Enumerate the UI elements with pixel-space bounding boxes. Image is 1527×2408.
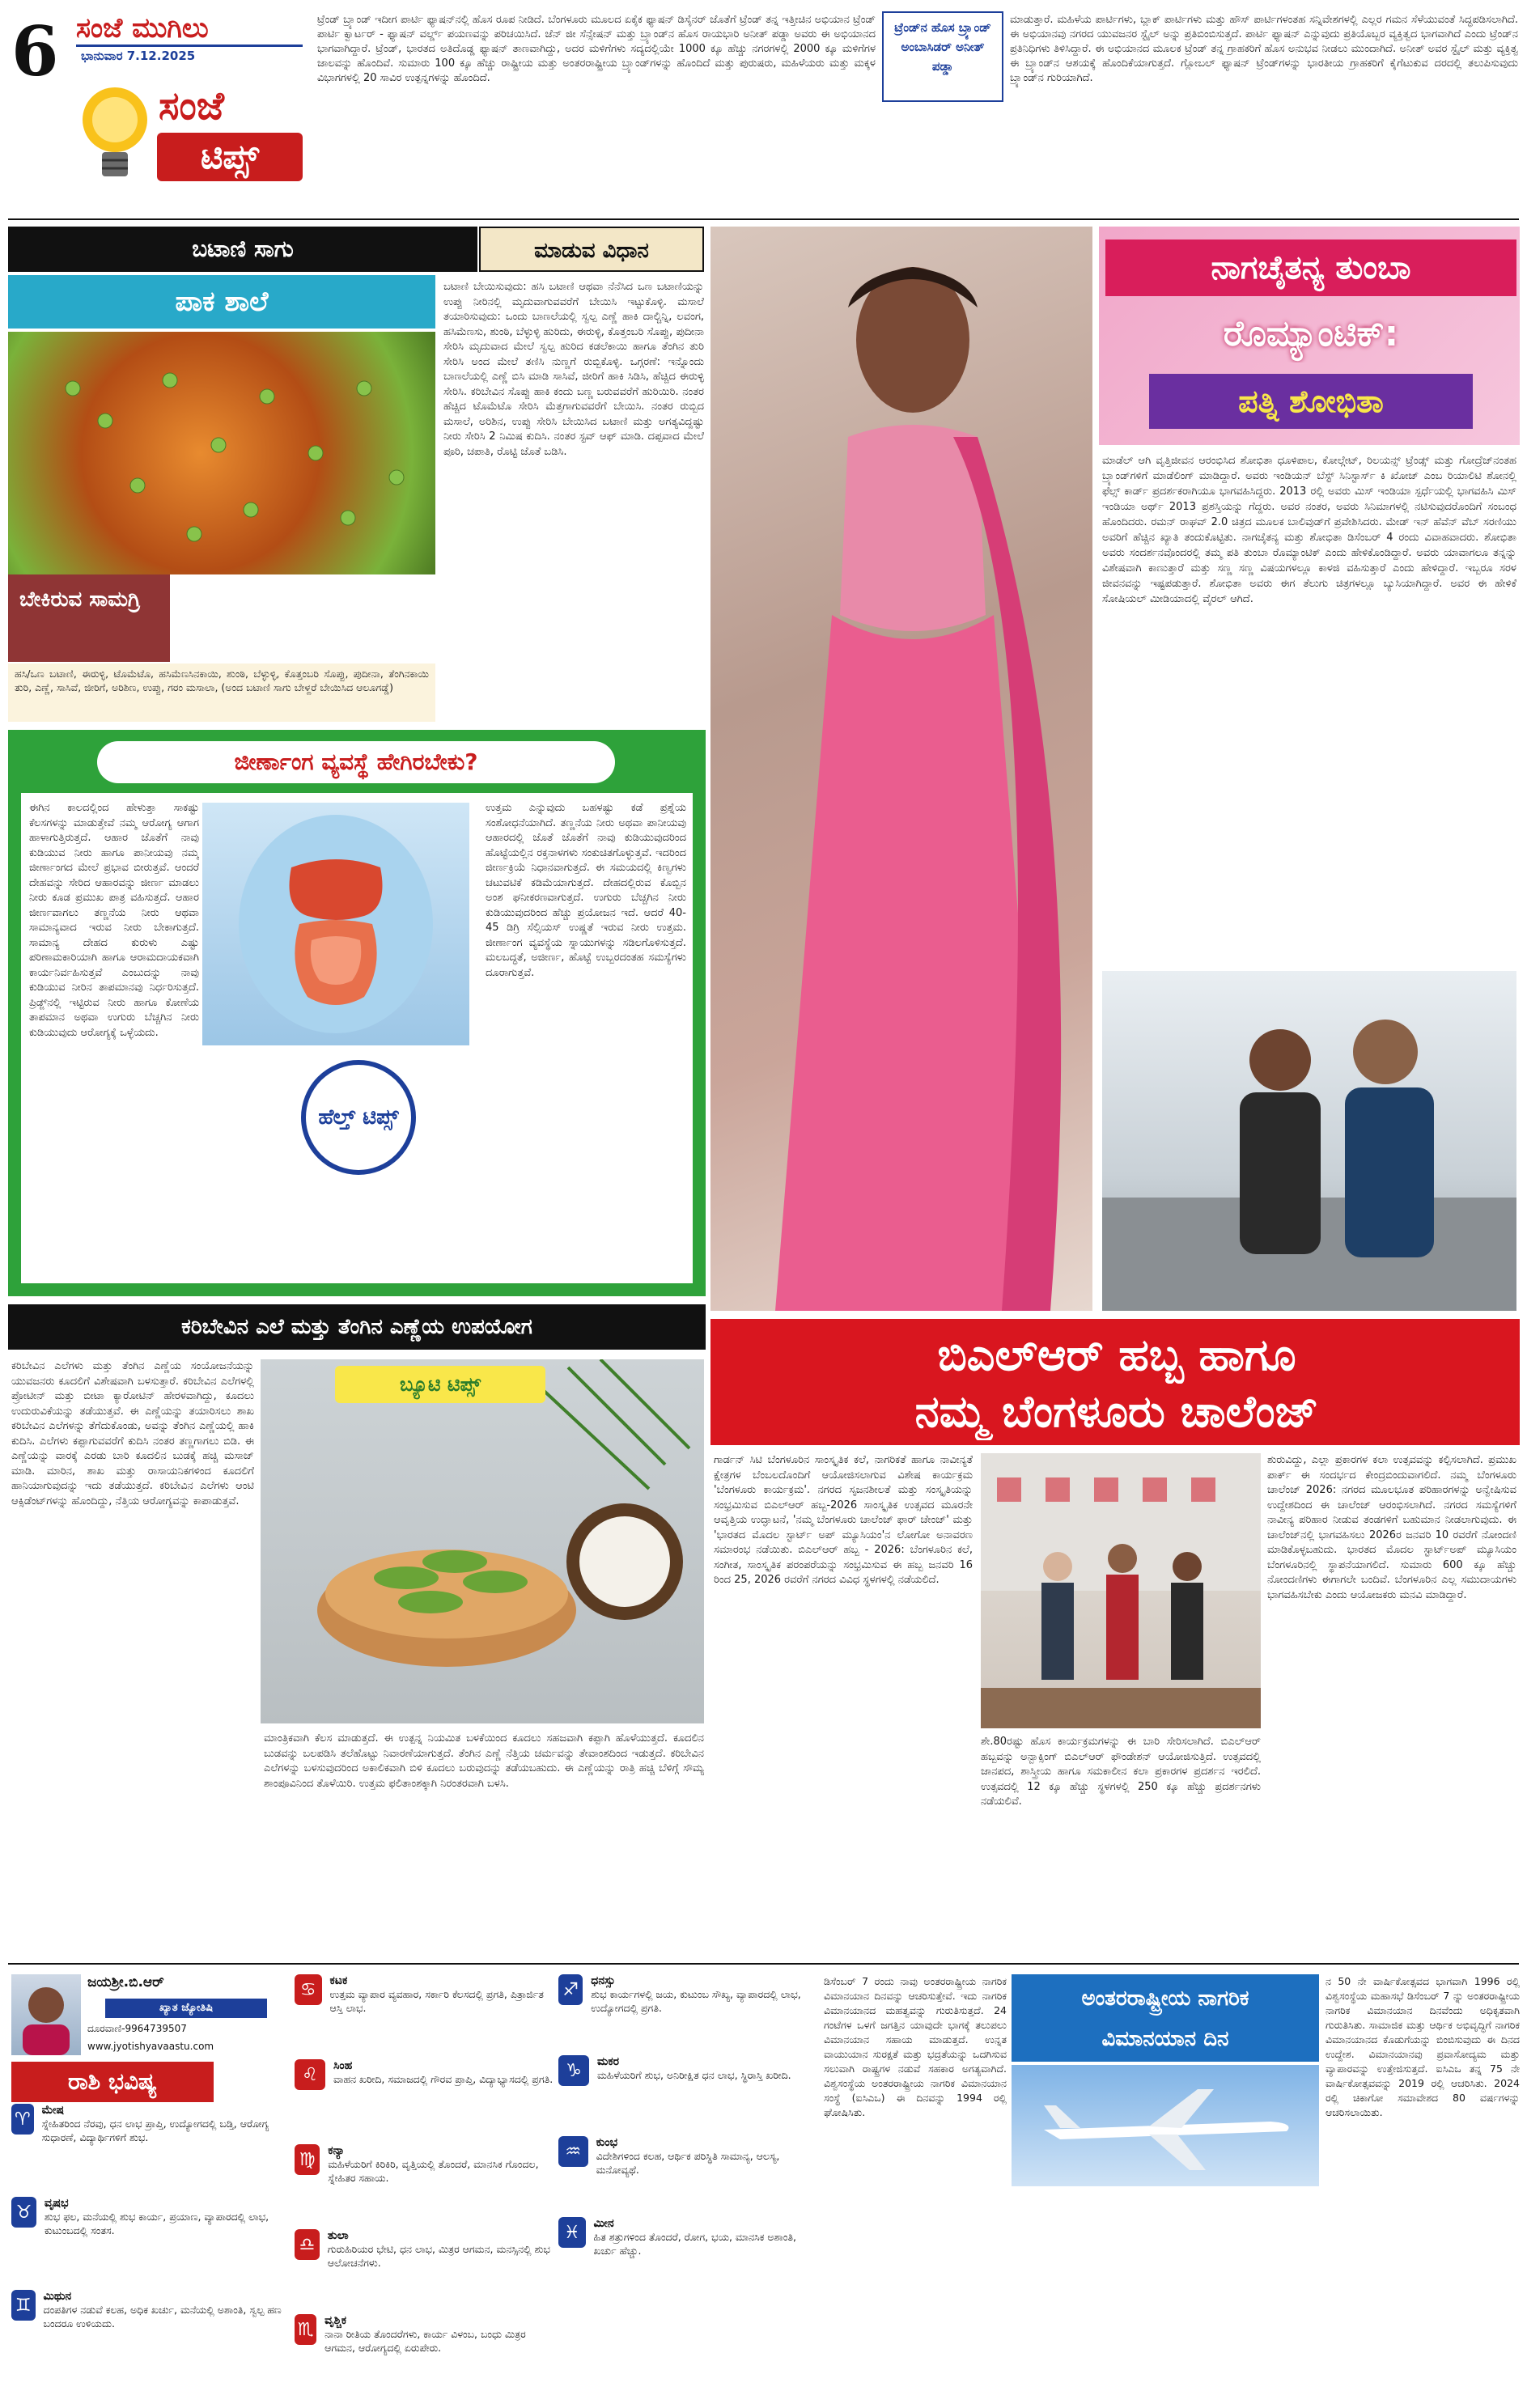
horoscope-sign [11, 2290, 286, 2330]
horoscope-sign-text: ದಂಪತಿಗಳ ನಡುವೆ ಕಲಹ, ಅಧಿಕ ಖರ್ಚು, ಮನೆಯಲ್ಲಿ ಅಶಾಂತಿ, ಸ್ವಲ್ಪ ಹಣ ಬಂದರೂ ಉಳಿಯದು. [43, 2304, 282, 2330]
aviation-plane-photo [1012, 2065, 1319, 2186]
horoscope-sign-name: ಮೇಷ [41, 2104, 65, 2117]
horoscope-title: ರಾಶಿ ಭವಿಷ್ಯ [11, 2062, 214, 2102]
horoscope-sign [11, 2104, 286, 2144]
horoscope-sign-name: ವೃಶ್ಚಿಕ [324, 2314, 346, 2327]
zodiac-icon: ♋ [295, 1974, 322, 2005]
actress-body: ಮಾಡೆಲ್ ಆಗಿ ವೃತ್ತಿಜೀವನ ಆರಂಭಿಸಿದ ಶೋಭಿತಾ ಧೂಳಿಪಾಲ, ಕೋಲ್ಗೇಟ್, ರಿಲಯನ್ಸ್ ಟ್ರೆಂಡ್ಸ್ ಮತ್ತು ಗೋದ್ರೆಜ್‌ನಂತಹ ಬ್ರ್ಯಾಂಡ್‌ಗಳಿಗೆ ಮಾಡೆಲಿಂಗ್ ಮಾಡಿದ್ದಾರೆ. ಅವರು ಇಂಡಿಯನ್ ಬೆಸ್ಟ್ ಸಿನಿಸ್ಟಾರ್ಸ್ ಕಿ ಖೋಜ್ ಎಂಬ ರಿಯಾಲಿಟಿ ಶೋನಲ್ಲಿ ಫೆಲ್ಸ್ ಕಾರ್ಡ್ ಪ್ರದರ್ಶಕರಾಗಿಯೂ ಭಾಗವಹಿಸಿದ್ದರು. 2013 ರಲ್ಲಿ ಅವರು ಮಿಸ್ ಇಂಡಿಯಾ ಸ್ಪರ್ಧೆಯಲ್ಲಿ ಭಾಗವಹಿಸಿ ಮಿಸ್ ಇಂಡಿಯಾ ಅರ್ಥ್ 2013 ಪ್ರಶಸ್ತಿಯನ್ನು ಗೆದ್ದರು. ಅವರ ನಂತರ, ಅವರು ಸಿನಿಮಾಗಳಲ್ಲಿ ನಟಿಸುವುದರೊಂದಿಗೆ ಸಂಬಂಧ ಹೊಂದಿದರು. ರಮನ್ ರಾಘವ್ 2.0 ಚಿತ್ರದ ಮೂಲಕ ಬಾಲಿವುಡ್‌ಗೆ ಪ್ರವೇಶಿಸಿದರು. ಮೇಡ್ ಇನ್ ಹೆವೆನ್ ವೆಬ್ ಸರಣಿಯು ಅವರಿಗೆ ಹೆಚ್ಚಿನ ಖ್ಯಾತಿ ತಂದುಕೊಟ್ಟಿತು. ನಾಗಚೈತನ್ಯ ಮತ್ತು ಶೋಭಿತಾ ಡಿಸೆಂಬರ್ 4 ರಂದು ವಿವಾಹವಾದರು. ಶೋಭಿತಾ ಅವರು ಸಂದರ್ಶನವೊಂದರಲ್ಲಿ ತಮ್ಮ ಪತಿ ತುಂಬಾ ರೊಮ್ಯಾಂಟಿಕ್ ಎಂದು ಹೇಳಿಕೊಂಡಿದ್ದಾರೆ. ಅವರು ಯಾವಾಗಲೂ ತನ್ನನ್ನು ವಿಶೇಷವಾಗಿ ಕಾಣುತ್ತಾರೆ ಮತ್ತು ಸಣ್ಣ ಸಣ್ಣ ವಿಷಯಗಳಲ್ಲೂ ಕಾಳಜಿ ವಹಿಸುತ್ತಾರೆ ಎಂದು ಹೇಳಿದ್ದಾರೆ. ಇಬ್ಬರೂ ಸರಳ ಜೀವನವನ್ನು ಇಷ್ಟಪಡುತ್ತಾರೆ. ಶೋಭಿತಾ ಅವರು ಈಗ ತೆಲುಗು ಚಿತ್ರಗಳಲ್ಲೂ ಬ್ಯುಸಿಯಾಗಿದ್ದಾರೆ. ಅವರ ಈ ಹೇಳಿಕೆ ಸೋಷಿಯಲ್ ಮೀಡಿಯಾದಲ್ಲಿ ವೈರಲ್ ಆಗಿದೆ. [1102, 455, 1516, 605]
horoscope-sign-body [45, 2197, 286, 2237]
recipe-ingredients-text: ಹಸಿ/ಒಣ ಬಟಾಣಿ, ಈರುಳ್ಳಿ, ಟೊಮೆಟೊ, ಹಸಿಮೆಣಸಿನಕಾಯಿ, ಶುಂಠಿ, ಬೆಳ್ಳುಳ್ಳಿ, ಕೊತ್ತಂಬರಿ ಸೊಪ್ಪು, ಪುದೀನಾ, ತೆಂಗಿನಕಾಯಿ ತುರಿ, ಎಣ್ಣೆ, ಸಾಸಿವೆ, ಜೀರಿಗೆ, ಅರಿಶಿಣ, ಉಪ್ಪು, ಗರಂ ಮಸಾಲಾ, (ಅಂದ ಬಟಾಣಿ ಸಾಗು ಬೇಳ್ದರೆ ಬೇಯಿಸಿದ ಆಲೂಗಡ್ಡೆ) [8, 663, 435, 722]
horoscope-sign [295, 2059, 554, 2090]
tips-title-bottom: ಟಿಪ್ಸ್ [157, 133, 303, 181]
horoscope-sign-name: ಸಿಂಹ [333, 2059, 353, 2072]
aviation-col2: ನ 50 ನೇ ವಾರ್ಷಿಕೋತ್ಸವದ ಭಾಗವಾಗಿ 1996 ರಲ್ಲಿ ವಿಶ್ವಸಂಸ್ಥೆಯ ಮಹಾಸಭೆ ಡಿಸೆಂಬರ್ 7 ನ್ನು ಅಂತರರಾಷ್ಟ್ರೀಯ ನಾಗರಿಕ ವಿಮಾನಯಾನ ದಿನವೆಂದು ಅಧಿಕೃತವಾಗಿ ಗುರುತಿಸಿತು. ಸಾಮಾಜಿಕ ಮತ್ತು ಆರ್ಥಿಕ ಅಭಿವೃದ್ಧಿಗೆ ನಾಗರಿಕ ವಿಮಾನಯಾನದ ಕೊಡುಗೆಯನ್ನು ಬಿಂಬಿಸುವುದು ಈ ದಿನದ ಉದ್ದೇಶ. ವಿಮಾನಯಾನವು ಪ್ರವಾಸೋದ್ಯಮ ಮತ್ತು ವ್ಯಾಪಾರವನ್ನು ಉತ್ತೇಜಿಸುತ್ತದೆ. ಐಸಿಎಒ ತನ್ನ 75 ನೇ ವಾರ್ಷಿಕೋತ್ಸವವನ್ನು 2019 ರಲ್ಲಿ ಆಚರಿಸಿತು. 2024 ರಲ್ಲಿ ಚಿಕಾಗೋ ಸಮಾವೇಶದ 80 ವರ್ಷಗಳನ್ನು ಆಚರಿಸಲಾಯಿತು. [1326, 1975, 1520, 2118]
blr-col1: ಗಾರ್ಡನ್ ಸಿಟಿ ಬೆಂಗಳೂರಿನ ಸಾಂಸ್ಕೃತಿಕ ಕಲೆ, ನಾಗರಿಕತೆ ಹಾಗೂ ನಾವೀನ್ಯತೆ ಕ್ಷೇತ್ರಗಳ ಬೆಂಬಲದೊಂದಿಗೆ ಆಯೋಜಿಸಲಾಗುವ ವಿಶೇಷ ಕಾರ್ಯಕ್ರಮ 'ಬೆಂಗಳೂರು ಕಾರ್ಯಕ್ರಮ'. ನಗರದ ಸೃಜನಶೀಲತೆ ಮತ್ತು ಸಂಸ್ಕೃತಿಯನ್ನು ಸಂಭ್ರಮಿಸುವ ಬಿಎಲ್‌ಆರ್ ಹಬ್ಬ-2026 ಸಾಂಸ್ಕೃತಿಕ ಉತ್ಸವದ ಮೂರನೇ ಆವೃತ್ತಿಯ ಉದ್ಘಾಟನೆ, 'ನಮ್ಮ ಬೆಂಗಳೂರು ಚಾಲೆಂಜ್ ಫಾರ್ ಚೇಂಜ್' ಮತ್ತು 'ಭಾರತದ ಮೊದಲ ಸ್ಟಾರ್ಟ್ ಅಪ್ ಮ್ಯೂಸಿಯಂ'ನ ಲೋಗೋ ಅನಾವರಣ ಸಮಾರಂಭ ನಡೆಯಿತು. ಬಿಎಲ್‌ಆರ್ ಹಬ್ಬ - 2026: ಬೆಂಗಳೂರಿನ ಕಲೆ, ಸಂಗೀತ, ಸಾಂಸ್ಕೃತಿಕ ಪರಂಪರೆಯನ್ನು ಸಂಭ್ರಮಿಸುವ ಈ ಹಬ್ಬ ಜನವರಿ 16 ರಿಂದ 25, 2026 ರವರೆಗೆ ನಗರದ ವಿವಿಧ ಸ್ಥಳಗಳಲ್ಲಿ ನಡೆಯಲಿದೆ. [714, 1454, 973, 1586]
horoscope-sign-body [42, 2104, 286, 2144]
horoscope-sign [11, 2197, 286, 2237]
digestion-illustration [202, 803, 469, 1045]
horoscope-sign-name: ಕುಂಭ [596, 2136, 618, 2149]
digestion-col1: ಈಗಿನ ಕಾಲದಲ್ಲಿಂದ ಹೇಳುತ್ತಾ ಸಾಕಷ್ಟು ಕೆಲಸಗಳನ್ನು ಮಾಡುತ್ತೇವೆ ನಮ್ಮ ಆರೋಗ್ಯ ಆಗಾಗ ಹಾಳಾಗುತ್ತಿರುತ್ತದೆ. ಆಹಾರ ಜೊತೆಗೆ ನಾವು ಕುಡಿಯುವ ನೀರು ಹಾಗೂ ಪಾನೀಯವು ನಮ್ಮ ಜೀರ್ಣಾಂಗದ ಮೇಲೆ ಪ್ರಭಾವ ಬೀರುತ್ತವೆ. ಆಂದರೆ ದೇಹವನ್ನು ಸೇರಿದ ಆಹಾರವನ್ನು ಜೀರ್ಣ ಮಾಡಲು ನೀರು ಕೂಡ ಪ್ರಮುಖ ಪಾತ್ರ ವಹಿಸುತ್ತದೆ. ಆಹಾರ ಜೀರ್ಣವಾಗಲು ತಣ್ಣನೆಯ ನೀರು ಆಥವಾ ಸಾಮಾನ್ಯವಾದ ಇರುವ ನೀರು ಬೇಕಾಗುತ್ತದೆ. ಸಾಮಾನ್ಯ ದೇಹದ ಕುರುಳು ಎಷ್ಟು ಪರಿಣಾಮಕಾರಿಯಾಗಿ ಹಾಗೂ ಆರಾಮದಾಯಕವಾಗಿ ಕಾರ್ಯನಿರ್ವಹಿಸುತ್ತವೆ ಎಂಬುದನ್ನು ನಾವು ಕುಡಿಯುವ ನೀರಿನ ತಾಪಮಾನವು ನಿರ್ಧರಿಸುತ್ತದೆ. ಪ್ರಿಡ್ಜ್‌ನಲ್ಲಿ ಇಟ್ಟಿರುವ ನೀರು ಹಾಗೂ ಕೋಣೆಯ ತಾಪಮಾನ ಅಥವಾ ಉಗುರು ಬೆಚ್ಚಗಿನ ನೀರು ಕುಡಿಯುವುದು ಆರೋಗ್ಯಕ್ಕೆ ಒಳ್ಳೆಯದು. [29, 802, 199, 1039]
zodiac-icon: ♍ [295, 2144, 320, 2175]
horoscope-sign-body [44, 2290, 286, 2330]
health-tips-badge [301, 1060, 416, 1175]
astrologer-title: ಖ್ಯಾತ ಜ್ಯೋತಿಷಿ [105, 1999, 267, 2018]
zodiac-icon: ♈ [11, 2104, 34, 2135]
horoscope-sign-body [594, 2217, 817, 2258]
horoscope-sign-name: ಮಕರ [597, 2055, 620, 2068]
horoscope-sign-body [596, 2136, 817, 2177]
horoscope-sign [295, 2144, 554, 2185]
horoscope-sign-text: ಮಹಿಳೆಯರಿಗೆ ಕಿರಿಕಿರಿ, ವೃತ್ತಿಯಲ್ಲಿ ತೊಂದರೆ, ಮಾನಸಿಕ ಗೊಂದಲ, ಸ್ನೇಹಿತರ ಸಹಾಯ. [328, 2158, 539, 2184]
zodiac-icon: ♑ [558, 2055, 589, 2086]
horoscope-sign-text: ಸ್ನೇಹಿತರಿಂದ ನೆರವು, ಧನ ಲಾಭ ಪ್ರಾಪ್ತಿ, ಉದ್ಯೋಗದಲ್ಲಿ ಬಡ್ತಿ, ಆರೋಗ್ಯ ಸುಧಾರಣೆ, ವಿದ್ಯಾರ್ಥಿಗಳಿಗೆ ಶುಭ. [41, 2118, 269, 2143]
edition-date: ಭಾನುವಾರ 7.12.2025 [81, 49, 196, 63]
blr-headline-1: ಬಿಎಲ್‌ಆರ್ ಹಬ್ಬ ಹಾಗೂ [937, 1329, 1296, 1380]
zodiac-icon: ♊ [11, 2290, 36, 2321]
horoscope-sign-body [591, 1974, 817, 2015]
zodiac-icon: ♎ [295, 2229, 320, 2260]
aviation-title-2: ವಿಮಾನಯಾನ ದಿನ [1101, 2027, 1229, 2051]
horoscope-sign-text: ಉತ್ತಮ ವ್ಯಾಪಾರ ವ್ಯವಹಾರ, ಸರ್ಕಾರಿ ಕೆಲಸದಲ್ಲಿ ಪ್ರಗತಿ, ಪಿತ್ರಾರ್ಜಿತ ಆಸ್ತಿ ಲಾಭ. [329, 1988, 544, 2014]
actress-headline-1: ನಾಗಚೈತನ್ಯ ತುಂಬಾ [1105, 240, 1516, 296]
horoscope-sign [558, 2136, 817, 2177]
health-tips-label: ಹೆಲ್ತ್ ಟಿಪ್ಸ್ [318, 1105, 399, 1130]
horoscope-sign-text: ಮಹಿಳೆಯರಿಗೆ ಶುಭ, ಅನಿರೀಕ್ಷಿತ ಧನ ಲಾಭ, ಸ್ಥಿರಾಸ್ತಿ ಖರೀದಿ. [597, 2069, 791, 2081]
recipe-method-text: ಬಟಾಣಿ ಬೇಯಿಸುವುದು: ಹಸಿ ಬಟಾಣಿ ಆಥವಾ ನೆನೆಸಿದ ಒಣ ಬಟಾಣಿಯನ್ನು ಉಪ್ಪು ನೀರಿನಲ್ಲಿ ಮೃದುವಾಗುವವರೆಗೆ ಬೇಯಿಸಿ ಇಟ್ಟುಕೊಳ್ಳಿ. ಮಸಾಲೆ ತಯಾರಿಸುವುದು: ಒಂದು ಬಾಣಲೆಯಲ್ಲಿ ಸ್ವಲ್ಪ ಎಣ್ಣೆ ಹಾಕಿ ದಾಲ್ಚಿನ್ನಿ, ಲವಂಗ, ಹಸಿಮೆಣಸು, ಶುಂಠಿ, ಬೆಳ್ಳುಳ್ಳಿ ಹುರಿದು, ಈರುಳ್ಳಿ, ಕೊತ್ತಂಬರಿ ಸೊಪ್ಪು, ಪುದೀನಾ ಸೇರಿಸಿ ಮೃದುವಾದ ಮೇಲೆ ಸ್ವಲ್ಪ ಹುರಿದ ಕಡಲೆಕಾಯಿ ಹಾಗೂ ತೆಂಗಿನ ತುರಿ ಸೇರಿಸಿ ಅಂದ ಮೇಲೆ ತಣಿಸಿ ನುಣ್ಣಗೆ ರುಬ್ಬಿಕೊಳ್ಳಿ. ಒಗ್ಗರಣೆ: ಇನ್ನೊಂದು ಬಾಣಲೆಯಲ್ಲಿ ಎಣ್ಣೆ ಬಿಸಿ ಮಾಡಿ ಸಾಸಿವೆ, ಜೀರಿಗೆ ಹಾಕಿ ಸಿಡಿಸಿ, ಹೆಚ್ಚಿದ ಈರುಳ್ಳಿ ಸೇರಿಸಿ. ಕರಿಬೇವಿನ ಸೊಪ್ಪು ಹಾಕಿ ಕಂದು ಬಣ್ಣ ಬರುವವರೆಗೆ ಹುರಿಯಿರಿ. ನಂತರ ಹೆಚ್ಚಿದ ಟೊಮೆಟೊ ಸೇರಿಸಿ ಮೆತ್ತಗಾಗುವವರೆಗೆ ಬೇಯಿಸಿ. ನಂತರ ರುಬ್ಬಿದ ಮಸಾಲೆ, ಅರಿಶಿನ, ಉಪ್ಪು ಸೇರಿಸಿ ಬೇಯಿಸಿದ ಬಟಾಣಿ ಮತ್ತು ಅಗತ್ಯವಿದ್ದಷ್ಟು ನೀರು ಸೇರಿಸಿ 2 ನಿಮಿಷ ಕುದಿಸಿ. ನಂತರ ಸ್ಟವ್ ಆಫ್ ಮಾಡಿ. ದಪ್ಪವಾದ ಮೇಲೆ ಪೂರಿ, ಚಪಾತಿ, ರೊಟ್ಟಿ ಜೊತೆ ಬಡಿಸಿ. [443, 281, 704, 458]
horoscope-sign-body [333, 2059, 553, 2086]
horoscope-sign-name: ಮಿಥುನ [43, 2290, 72, 2303]
horoscope-sign-text: ಶುಭ ಕಾರ್ಯಗಳಲ್ಲಿ ಜಯ, ಕುಟುಂಬ ಸೌಖ್ಯ, ವ್ಯಾಪಾರದಲ್ಲಿ ಲಾಭ, ಉದ್ಯೋಗದಲ್ಲಿ ಪ್ರಗತಿ. [591, 1988, 801, 2014]
horoscope-sign-text: ಗುರುಹಿರಿಯರ ಭೇಟಿ, ಧನ ಲಾಭ, ಮಿತ್ರರ ಆಗಮನ, ಮನಸ್ಸಿನಲ್ಲಿ ಶುಭ ಆಲೋಚನೆಗಳು. [327, 2243, 550, 2269]
astrologer-name: ಜಯಶ್ರೀ.ಬಿ.ಆರ್ [87, 1974, 164, 1990]
horoscope-sign-name: ಕಟಕ [329, 1974, 348, 1987]
zodiac-icon: ♌ [295, 2059, 325, 2090]
brand-name: ಸಂಜೆ ಮುಗಿಲು [76, 12, 209, 45]
recipe-kitchen-label: ಪಾಕ ಶಾಲೆ [8, 275, 435, 329]
horoscope-sign-body [328, 2229, 554, 2270]
masthead-brand-box [76, 11, 303, 47]
recipe-title-bar: ಬಟಾಣಿ ಸಾಗು [8, 227, 477, 272]
beauty-title-bar: ಕರಿಬೇವಿನ ಎಲೆ ಮತ್ತು ತೆಂಗಿನ ಎಣ್ಣೆಯ ಉಪಯೋಗ [8, 1304, 706, 1350]
horoscope-sign-text: ವಾಹನ ಖರೀದಿ, ಸಮಾಜದಲ್ಲಿ ಗೌರವ ಪ್ರಾಪ್ತಿ, ವಿದ್ಯಾಭ್ಯಾಸದಲ್ಲಿ ಪ್ರಗತಿ. [333, 2073, 554, 2085]
horoscope-sign-text: ಶುಭ ಫಲ, ಮನೆಯಲ್ಲಿ ಶುಭ ಕಾರ್ಯ, ಪ್ರಯಾಣ, ವ್ಯಾಪಾರದಲ್ಲಿ ಲಾಭ, ಕುಟುಂಬದಲ್ಲಿ ಸಂತಸ. [44, 2211, 269, 2236]
horoscope-grid [8, 1974, 817, 2403]
top-story-badge: ಟ್ರೆಂಡ್‌ನ ಹೊಸ ಬ್ರ್ಯಾಂಡ್ ಅಂಬಾಸಿಡರ್ ಅನೀತ್ ಪಡ್ಡಾ [882, 11, 1003, 102]
bottom-rule [8, 1963, 1519, 1965]
blr-col2: ಶೇ.80ರಷ್ಟು ಹೊಸ ಕಾರ್ಯಕ್ರಮಗಳನ್ನು ಈ ಬಾರಿ ಸೇರಿಸಲಾಗಿದೆ. ಬಿಎಲ್‌ಆರ್ ಹಬ್ಬವನ್ನು ಅನ್ಬಾಕ್ಸಿಂಗ್ ಬಿಎಲ್‌ಆರ್ ಫೌಂಡೇಶನ್ ಆಯೋಜಿಸುತ್ತಿದೆ. ಉತ್ಸವದಲ್ಲಿ ಜಾನಪದ, ಶಾಸ್ತ್ರೀಯ ಹಾಗೂ ಸಮಕಾಲೀನ ಕಲಾ ಪ್ರಕಾರಗಳ ಪ್ರದರ್ಶನ ಇರಲಿದೆ. ಉತ್ಸವದಲ್ಲಿ 12 ಕ್ಕೂ ಹೆಚ್ಚು ಸ್ಥಳಗಳಲ್ಲಿ 250 ಕ್ಕೂ ಹೆಚ್ಚು ಪ್ರದರ್ಶನಗಳು ನಡೆಯಲಿವೆ. [981, 1736, 1261, 1808]
horoscope-sign-body [328, 2144, 554, 2185]
horoscope-sign-name: ವೃಷಭ [44, 2197, 69, 2210]
horoscope-sign-body [330, 1974, 554, 2015]
recipe-photo [8, 332, 435, 574]
aviation-col1-cont [1012, 2193, 1319, 2403]
top-story-col2: ಮಾಡುತ್ತಾರೆ. ಮಹಿಳೆಯ ಪಾರ್ಟಿಗಳು, ಬ್ಲಾಕ್ ಪಾರ್ಟಿಗಳು ಮತ್ತು ಹೌಸ್ ಪಾರ್ಟಿಗಳಂತಹ ಸನ್ನಿವೇಶಗಳಲ್ಲಿ ಎಲ್ಲರ ಗಮನ ಸೆಳೆಯುವಂತೆ ಸಿದ್ಧಪಡಿಸಲಾಗಿದೆ. ಈ ಅಭಿಯಾನವು ನಗರದ ಯುವಜನರ ಸ್ಟೈಲ್ ಅನ್ನು ಪ್ರತಿಬಿಂಬಿಸುತ್ತದೆ. ಪಾರ್ಟಿ ಫ್ಯಾಷನ್ ಎನ್ನುವುದು ಪ್ರತಿಯೊಬ್ಬರ ವ್ಯಕ್ತಿತ್ವದ ಭಾಗವಾಗಿದೆ ಎಂದು ಟ್ರೆಂಡ್‌ನ ಪ್ರತಿನಿಧಿಗಳು ತಿಳಿಸಿದ್ದಾರೆ. ಈ ಅಭಿಯಾನದ ಮೂಲಕ ಟ್ರೆಂಡ್ ತನ್ನ ಗ್ರಾಹಕರಿಗೆ ಹೊಸ ಅನುಭವ ನೀಡಲು ಮುಂದಾಗಿದೆ. ಅನೀತ್ ಅವರ ಸ್ಟೈಲ್ ಮತ್ತು ವ್ಯಕ್ತಿತ್ವ ಈ ಬ್ರ್ಯಾಂಡ್‌ನ ಆಶಯಕ್ಕೆ ಹೊಂದಿಕೆಯಾಗುತ್ತದೆ. ಗ್ಲೋಬಲ್ ಫ್ಯಾಷನ್ ಟ್ರೆಂಡ್‌ಗಳನ್ನು ಭಾರತೀಯ ಗ್ರಾಹಕರಿಗೆ ಕೈಗೆಟುಕುವ ದರದಲ್ಲಿ ತಲುಪಿಸುವುದು ಬ್ರ್ಯಾಂಡ್‌ನ ಗುರಿಯಾಗಿದೆ. [1010, 14, 1518, 84]
top-rule [8, 218, 1519, 220]
horoscope-sign-name: ಕನ್ಯಾ [328, 2144, 346, 2157]
horoscope-sign-name: ತುಲಾ [327, 2229, 349, 2242]
actress-headline-2: ರೊಮ್ಯಾಂಟಿಕ್: [1223, 313, 1399, 354]
beauty-col1: ಕರಿಬೇವಿನ ಎಲೆಗಳು ಮತ್ತು ತೆಂಗಿನ ಎಣ್ಣೆಯ ಸಂಯೋಜನೆಯನ್ನು ಯುವಜನರು ಕೂದಲಿಗೆ ವಿಶೇಷವಾಗಿ ಬಳಸುತ್ತಾರೆ. ಕರಿಬೇವಿನ ಎಲೆಗಳಲ್ಲಿ ಪ್ರೋಟೀನ್ ಮತ್ತು ಬೀಟಾ ಕ್ಯಾರೋಟಿನ್ ಹೇರಳವಾಗಿದ್ದು, ಕೂದಲು ಉದುರುವಿಕೆಯನ್ನು ತಡೆಯುತ್ತವೆ. ಈ ಎಣ್ಣೆಯನ್ನು ತಯಾರಿಸಲು ಶಾಖ ಕರಿಬೇವಿನ ಎಲೆಗಳನ್ನು ತೆಗೆದುಕೊಂಡು, ಅವನ್ನು ತೆಂಗಿನ ಎಣ್ಣೆಯಲ್ಲಿ ಹಾಕಿ ಕುದಿಸಿ. ಎಲೆಗಳು ಕಪ್ಪಾಗುವವರೆಗೆ ಕುದಿಸಿ ನಂತರ ತಣ್ಣಗಾಗಲು ಬಿಡಿ. ಈ ಎಣ್ಣೆಯನ್ನು ವಾರಕ್ಕೆ ಎರಡು ಬಾರಿ ಕೂದಲಿನ ಬುಡಕ್ಕೆ ಹಚ್ಚಿ ಮಸಾಜ್ ಮಾಡಿ. ಮಾರಿನ, ಶಾಖ ಮತ್ತು ರಾಸಾಯನಿಕಗಳಿಂದ ಕೂದಲಿಗೆ ಹಾನಿಯಾಗುವುದನ್ನು ಇದು ತಡೆಯುತ್ತದೆ. ಕರಿಬೇವಿನ ಎಲೆಗಳು ಆಂಟಿ ಆಕ್ಸಿಡೆಂಟ್‌ಗಳನ್ನು ಹೊಂದಿದ್ದು, ನೆತ್ತಿಯ ಆರೋಗ್ಯವನ್ನು ಕಾಪಾಡುತ್ತವೆ. [11, 1360, 254, 1507]
horoscope-sign [558, 2055, 817, 2086]
horoscope-sign-text: ನಾನಾ ರೀತಿಯ ತೊಂದರೆಗಳು, ಕಾರ್ಯ ವಿಳಂಬ, ಬಂಧು ಮಿತ್ರರ ಆಗಮನ, ಆರೋಗ್ಯದಲ್ಲಿ ಏರುಪೇರು. [324, 2328, 526, 2354]
top-story-col1: ಟ್ರೆಂಡ್ ಬ್ರ್ಯಾಂಡ್ ಇದೀಗ ಪಾರ್ಟಿ ಫ್ಯಾಷನ್‌ನಲ್ಲಿ ಹೊಸ ರೂಪ ನೀಡಿದೆ. ಬೆಂಗಳೂರು ಮೂಲದ ಏಕೈಕ ಫ್ಯಾಷನ್ ಡಿಸೈನರ್ ಜೊತೆಗೆ ಟ್ರೆಂಡ್ ತನ್ನ ಇತ್ತೀಚಿನ ಅಭಿಯಾನ ಟ್ರೆಂಡ್ ಪಾರ್ಟಿ ಕ್ವಾರ್ಟರ್ - ಫ್ಯಾಷನ್ ವರ್ಲ್ಡ್ ಪಯಣವನ್ನು ಪರಿಚಯಿಸಿದೆ. ಜೆನ್ ಜೀ ಸೆನ್ಸೇಷನ್ ಮತ್ತು ಬ್ರ್ಯಾಂಡ್‌ನ ಹೊಸ ರಾಯಭಾರಿ ಅನೀತ್ ಪಡ್ಡಾ ಅವರು ಈ ಅಭಿಯಾನದ ಭಾಗವಾಗಿದ್ದಾರೆ. ಟ್ರೆಂಡ್, ಭಾರತದ ಅತಿದೊಡ್ಡ ಫ್ಯಾಷನ್ ತಾಣವಾಗಿದ್ದು, ಅದರ ಮಳಿಗೆಗಳು ಸದ್ಯದಲ್ಲಿಯೇ 1000 ಕ್ಕೂ ಹೆಚ್ಚು ನಗರಗಳಲ್ಲಿ 2000 ಕ್ಕೂ ಮಳಿಗೆಗಳ ಜಾಲವನ್ನು ಹೊಂದಿವೆ. ಸುಮಾರು 100 ಕ್ಕೂ ಹೆಚ್ಚು ರಾಷ್ಟ್ರೀಯ ಮತ್ತು ಅಂತರರಾಷ್ಟ್ರೀಯ ಬ್ರ್ಯಾಂಡ್‌ಗಳನ್ನು ಹೊಂದಿದೆ ಮತ್ತು ಪುರುಷರು, ಮಹಿಳೆಯರು ಮತ್ತು ಮಕ್ಕಳ ವಿಭಾಗಗಳಲ್ಲಿ 20 ಸಾವಿರ ಉತ್ಪನ್ನಗಳನ್ನು ಹೊಂದಿದೆ. [317, 14, 876, 84]
actress-headline-3: ಪತ್ನಿ ಶೋಭಿತಾ [1149, 374, 1473, 429]
couple-photo [1102, 971, 1516, 1311]
actress-photo [710, 227, 1092, 1311]
zodiac-icon: ♐ [558, 1974, 583, 2005]
zodiac-icon: ♏ [295, 2314, 316, 2345]
horoscope-sign [295, 2314, 554, 2355]
horoscope-sign [295, 1974, 554, 2015]
tips-title-top: ಸಂಜೆ [159, 83, 224, 129]
aviation-title-1: ಅಂತರರಾಷ್ಟ್ರೀಯ ನಾಗರಿಕ [1081, 1986, 1249, 2011]
zodiac-icon: ♓ [558, 2217, 586, 2248]
horoscope-sign [558, 1974, 817, 2015]
beauty-photo [261, 1359, 704, 1723]
horoscope-sign-name: ಮೀನ [593, 2217, 614, 2230]
page-number: 6 [11, 11, 59, 91]
blr-col3: ಶುರುವಿದ್ದು, ಎಲ್ಲಾ ಪ್ರಕಾರಗಳ ಕಲಾ ಉತ್ಸವವನ್ನು ಕಲ್ಪಿಸಲಾಗಿದೆ. ಪ್ರಮುಖ ಪಾರ್ಕ್ ಈ ಸಂದರ್ಭದ ಕೇಂದ್ರಬಿಂದುವಾಗಲಿದೆ. ನಮ್ಮ ಬೆಂಗಳೂರು ಚಾಲೆಂಜ್ 2026: ನಗರದ ಮೂಲಭೂತ ಪರಿಹಾರಗಳನ್ನು ಅನ್ವೇಷಿಸುವ ಉದ್ದೇಶದಿಂದ ಈ ಚಾಲೆಂಜ್ ಆರಂಭಿಸಲಾಗಿದೆ. ನಗರದ ಸಮಸ್ಯೆಗಳಿಗೆ ನಾವೀನ್ಯ ಪರಿಹಾರ ನೀಡುವ ತಂಡಗಳಿಗೆ ಬಹುಮಾನ ನೀಡಲಾಗುವುದು. ಈ ಚಾಲೆಂಜ್‌ನಲ್ಲಿ ಭಾಗವಹಿಸಲು 2026ರ ಜನವರಿ 10 ರವರೆಗೆ ನೋಂದಣಿ ಮಾಡಿಕೊಳ್ಳಬಹುದು. ಭಾರತದ ಮೊದಲ ಸ್ಟಾರ್ಟ್‌ಅಪ್ ಮ್ಯೂಸಿಯಂ ಬೆಂಗಳೂರಿನಲ್ಲಿ ಸ್ಥಾಪನೆಯಾಗಲಿದೆ. ಸುಮಾರು 600 ಕ್ಕೂ ಹೆಚ್ಚು ನೋಂದಣಿಗಳು ಈಗಾಗಲೇ ಬಂದಿವೆ. ಬೆಂಗಳೂರಿನ ಎಲ್ಲ ಸಮುದಾಯಗಳು ಭಾಗವಹಿಸಬೇಕು ಎಂದು ಆಯೋಜಕರು ಮನವಿ ಮಾಡಿದ್ದಾರೆ. [1267, 1454, 1516, 1601]
horoscope-sign [558, 2217, 817, 2258]
horoscope-sign-body [324, 2314, 554, 2355]
digestion-col2: ಉತ್ತಮ ಎನ್ನುವುದು ಬಹಳಷ್ಟು ಕಡೆ ಪ್ರಶ್ನೆಯ ಸಂಶೋಧನೆಯಾಗಿದೆ. ತಣ್ಣನೆಯ ನೀರು ಅಥವಾ ಪಾನೀಯವು ಆಹಾರದಲ್ಲಿ ಜೊತೆ ಜೊತೆಗೆ ನಾವು ಕುಡಿಯುವುದರಿಂದ ಹೊಟ್ಟೆಯಲ್ಲಿನ ರಕ್ತನಾಳಗಳು ಸಂಕುಚಿತಗೊಳ್ಳುತ್ತವೆ. ಇದರಿಂದ ಜೀರ್ಣಕ್ರಿಯೆ ನಿಧಾನವಾಗುತ್ತದೆ. ಈ ಸಮಯದಲ್ಲಿ ಕಿಣ್ವಗಳು ಚಟುವಟಿಕೆ ಕಡಿಮೆಯಾಗುತ್ತದೆ. ದೇಹದಲ್ಲಿರುವ ಕೊಬ್ಬಿನ ಅಂಶ ಘನೀಕರಣವಾಗುತ್ತದೆ. ಉಗುರು ಬೆಚ್ಚಗಿನ ನೀರು ಕುಡಿಯುವುದರಿಂದ ಹೆಚ್ಚು ಪ್ರಯೋಜನ ಇದೆ. ಆದರೆ 40-45 ಡಿಗ್ರಿ ಸೆಲ್ಸಿಯಸ್ ಉಷ್ಣತೆ ಇರುವ ನೀರು ಉತ್ತಮ. ಜೀರ್ಣಾಂಗ ವ್ಯವಸ್ಥೆಯ ಸ್ನಾಯುಗಳನ್ನು ಸಡಿಲಗೊಳಿಸುತ್ತದೆ. ಮಲಬದ್ಧತೆ, ಅಜೀರ್ಣ, ಹೊಟ್ಟೆ ಉಬ್ಬರದಂತಹ ಸಮಸ್ಯೆಗಳು ದೂರಾಗುತ್ತವೆ. [486, 802, 686, 979]
aviation-col1: ಡಿಸೆಂಬರ್ 7 ರಂದು ನಾವು ಅಂತರರಾಷ್ಟ್ರೀಯ ನಾಗರಿಕ ವಿಮಾನಯಾನ ದಿನವನ್ನು ಆಚರಿಸುತ್ತೇವೆ. ಇದು ನಾಗರಿಕ ವಿಮಾನಯಾನದ ಮಹತ್ವವನ್ನು ಗುರುತಿಸುತ್ತದೆ. 24 ಗಂಟೆಗಳ ಒಳಗೆ ಜಗತ್ತಿನ ಯಾವುದೇ ಭಾಗಕ್ಕೆ ತಲುಪಲು ವಿಮಾನಯಾನ ಸಹಾಯ ಮಾಡುತ್ತದೆ. ಉನ್ನತ ವಾಯುಯಾನ ಸುರಕ್ಷತೆ ಮತ್ತು ಭದ್ರತೆಯನ್ನು ಒದಗಿಸುವ ಸಲುವಾಗಿ ರಾಷ್ಟ್ರಗಳ ನಡುವೆ ಸಹಕಾರ ಅಗತ್ಯವಾಗಿದೆ. ವಿಶ್ವಸಂಸ್ಥೆಯ ಅಂತರರಾಷ್ಟ್ರೀಯ ನಾಗರಿಕ ವಿಮಾನಯಾನ ಸಂಸ್ಥೆ (ಐಸಿಎಒ) ಈ ದಿನವನ್ನು 1994 ರಲ್ಲಿ ಘೋಷಿಸಿತು. [824, 1975, 1007, 2118]
blr-headline-2: ನಮ್ಮ ಬೆಂಗಳೂರು ಚಾಲೆಂಜ್ [914, 1386, 1319, 1437]
recipe-ingredients-label: ಬೇಕಿರುವ ಸಾಮಗ್ರಿ [8, 574, 170, 662]
beauty-col2: ಮಾಂತ್ರಿಕವಾಗಿ ಕೆಲಸ ಮಾಡುತ್ತದೆ. ಈ ಉತ್ಪನ್ನ ನಿಯಮಿತ ಬಳಕೆಯಿಂದ ಕೂದಲು ಸಹಜವಾಗಿ ಕಪ್ಪಾಗಿ ಹೊಳೆಯುತ್ತದೆ. ಕೂದಲಿನ ಬುಡವನ್ನು ಬಲಪಡಿಸಿ ತಲೆಹೊಟ್ಟು ನಿವಾರಣೆಯಾಗುತ್ತದೆ. ತೆಂಗಿನ ಎಣ್ಣೆ ನೆತ್ತಿಯ ಚರ್ಮವನ್ನು ತೇವಾಂಶದಿಂದ ಇಡುತ್ತದೆ. ಕರಿಬೇವಿನ ಎಲೆಗಳನ್ನು ಬಳಸುವುದರಿಂದ ಅಕಾಲಿಕವಾಗಿ ಬಿಳಿ ಕೂದಲು ಬರುವುದನ್ನು ತಡೆಯಬಹುದು. ಈ ಎಣ್ಣೆಯನ್ನು ರಾತ್ರಿ ಹಚ್ಚಿ ಬೆಳಿಗ್ಗೆ ಸೌಮ್ಯ ಶಾಂಪೂವಿನಿಂದ ತೊಳೆಯಿರಿ. ಉತ್ತಮ ಫಲಿತಾಂಶಕ್ಕಾಗಿ ನಿರಂತರವಾಗಿ ಬಳಸಿ. [264, 1732, 704, 1790]
recipe-method-label: ಮಾಡುವ ವಿಧಾನ [479, 227, 704, 272]
zodiac-icon: ♒ [558, 2136, 588, 2167]
astrologer-website: www.jyotishyavaastu.com [87, 2041, 214, 2052]
zodiac-icon: ♉ [11, 2197, 36, 2228]
horoscope-sign-text: ಹಿತ ಶತ್ರುಗಳಿಂದ ತೊಂದರೆ, ರೋಗ, ಭಯ, ಮಾನಸಿಕ ಅಶಾಂತಿ, ಖರ್ಚು ಹೆಚ್ಚು. [593, 2231, 797, 2257]
bulb-icon [81, 74, 149, 188]
beauty-tips-badge: ಬ್ಯೂಟಿ ಟಿಪ್ಸ್ [335, 1366, 545, 1403]
horoscope-sign-body [597, 2055, 791, 2082]
horoscope-sign [295, 2229, 554, 2270]
horoscope-sign-text: ವಿದೇಶಿಗಳಿಂದ ಕಲಹ, ಆರ್ಥಿಕ ಪರಿಸ್ಥಿತಿ ಸಾಮಾನ್ಯ, ಆಲಸ್ಯ, ಮನೋವ್ಯಥೆ. [596, 2150, 780, 2176]
horoscope-sign-name: ಧನಸ್ಸು [591, 1974, 616, 1987]
digestion-title: ಜೀರ್ಣಾಂಗ ವ್ಯವಸ್ಥೆ ಹೇಗಿರಬೇಕು? [97, 741, 615, 783]
blr-photo [981, 1453, 1261, 1728]
astrologer-phone: ದೂರವಾಣಿ-9964739507 [87, 2023, 187, 2034]
